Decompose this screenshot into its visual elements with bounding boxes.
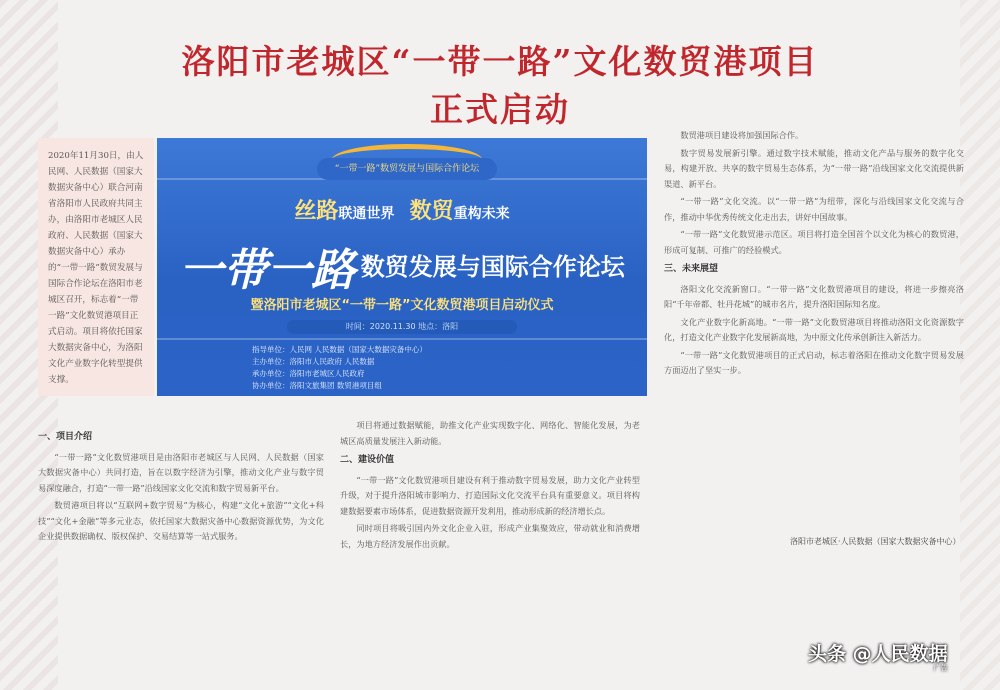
poster-foot-1: 指导单位：人民网 人民数据（国家大数据灾备中心）: [252, 345, 427, 354]
headline-line-1: 洛阳市老城区“一带一路”文化数贸港项目: [181, 42, 819, 81]
credit-line: 洛阳市老城区·人民数据（国家大数据灾备中心）: [790, 537, 961, 546]
column-3: [664, 128, 964, 528]
poster-foot-4: 协办单位：洛阳文旅集团 数贸港项目组: [252, 381, 382, 390]
section-heading: 三、未来展望: [664, 264, 719, 274]
paragraph: 数贸港项目将以“互联网+数字贸易”为核心，构建“文化+旅游”“文化+科技”“文化+金融”等多元业态，依托国家大数据灾备中心数据资源优势，为文化企业提供数据确权、版权保护、交易结算等一站式服务。: [38, 500, 324, 541]
poster-slogan: [157, 194, 647, 225]
headline-line-2: 正式启动: [430, 90, 570, 129]
poster-top-badge: “一带一路”数贸发展与国际合作论坛: [317, 158, 497, 180]
paragraph: 洛阳文化交流新窗口。“一带一路”文化数贸港项目的建设，将进一步擦亮洛阳“千年帝都、牡丹花城”的城市名片，提升洛阳国际知名度。: [664, 283, 964, 309]
poster-meta: 时间：2020.11.30 地点：洛阳: [287, 320, 517, 334]
main-a: 一带一路: [179, 245, 356, 296]
paragraph: “一带一路”文化数贸港项目建设有利于推动数字贸易发展，助力文化产业转型升级，对于提升洛阳城市影响力、打造国际文化交流平台具有重要意义。项目将构建数据要素市场体系，促进数据资源开发利用，推动形成新的经济增长点。: [340, 474, 640, 516]
slogan-b: 联通世界: [338, 206, 395, 222]
column-1: [38, 426, 324, 666]
intro-box: 2020年11月30日，由人民网、人民数据（国家大数据灾备中心）联合河南省洛阳市人民政府共同主办，由洛阳市老城区人民政府、人民数据（国家大数据灾备中心）承办的“一带一路”数贸发展与国际合作论坛在洛阳市老城区召开，标志着“一带一路”文化数贸港项目正式启动。项目将依托国家大数据灾备中心，为洛阳文化产业数字化转型提供支撑。: [38, 138, 154, 396]
main-b: 数贸发展与国际合作论坛: [360, 253, 625, 281]
paragraph: 数贸港项目建设将加强国际合作。: [680, 130, 804, 140]
paragraph: 文化产业数字化新高地。“一带一路”文化数贸港项目将推动洛阳文化资源数字化，打造文化产业数字化发展新高地，为中原文化传承创新注入新活力。: [664, 316, 964, 342]
paragraph: 数字贸易发展新引擎。通过数字技术赋能，推动文化产品与服务的数字化交易，构建开放、共享的数字贸易生态体系，为“一带一路”沿线国家文化交流提供新渠道、新平台。: [664, 147, 964, 189]
poster-foot-2: 主办单位：洛阳市人民政府 人民数据: [252, 357, 375, 366]
watermark-text: 头条 @人民数据: [808, 643, 948, 665]
slogan-a: 丝路: [294, 198, 339, 224]
paragraph: “一带一路”文化交流。以“一带一路”为纽带，深化与沿线国家文化交流与合作，推动中华优秀传统文化走出去，讲好中国故事。: [664, 196, 964, 222]
paragraph: “一带一路”文化数贸港示范区。项目将打造全国首个以文化为核心的数贸港，形成可复制、可推广的经验模式。: [664, 229, 964, 255]
poster-main-title: [157, 234, 647, 298]
watermark-ad-label: 广告: [933, 664, 948, 672]
paragraph: 同时项目将吸引国内外文化企业入驻，形成产业集聚效应，带动就业和消费增长，为地方经济发展作出贡献。: [340, 523, 640, 549]
poster-subtitle: 暨洛阳市老城区“一带一路”文化数贸港项目启动仪式: [250, 298, 554, 313]
slogan-c: 数贸: [409, 198, 454, 224]
paragraph: “一带一路”文化数贸港项目是由洛阳市老城区与人民网、人民数据（国家大数据灾备中心）共同打造，旨在以数字经济为引擎，推动文化产业与数字贸易深度融合，打造“一带一路”沿线国家文化交流和数字贸易新平台。: [38, 451, 324, 493]
paragraph: “一带一路”文化数贸港项目的正式启动，标志着洛阳在推动文化数字贸易发展方面迈出了坚实一步。: [664, 349, 964, 375]
section-heading: 一、项目介绍: [38, 432, 93, 442]
poster-foot-3: 承办单位：洛阳市老城区人民政府: [252, 369, 365, 378]
section-heading: 二、建设价值: [340, 455, 395, 465]
paragraph: 项目将通过数据赋能，助推文化产业实现数字化、网络化、智能化发展，为老城区高质量发展注入新动能。: [340, 420, 640, 446]
column-2: [340, 418, 640, 668]
slogan-d: 重构未来: [453, 206, 510, 222]
watermark: [808, 639, 948, 672]
forum-poster-image: [157, 138, 647, 396]
